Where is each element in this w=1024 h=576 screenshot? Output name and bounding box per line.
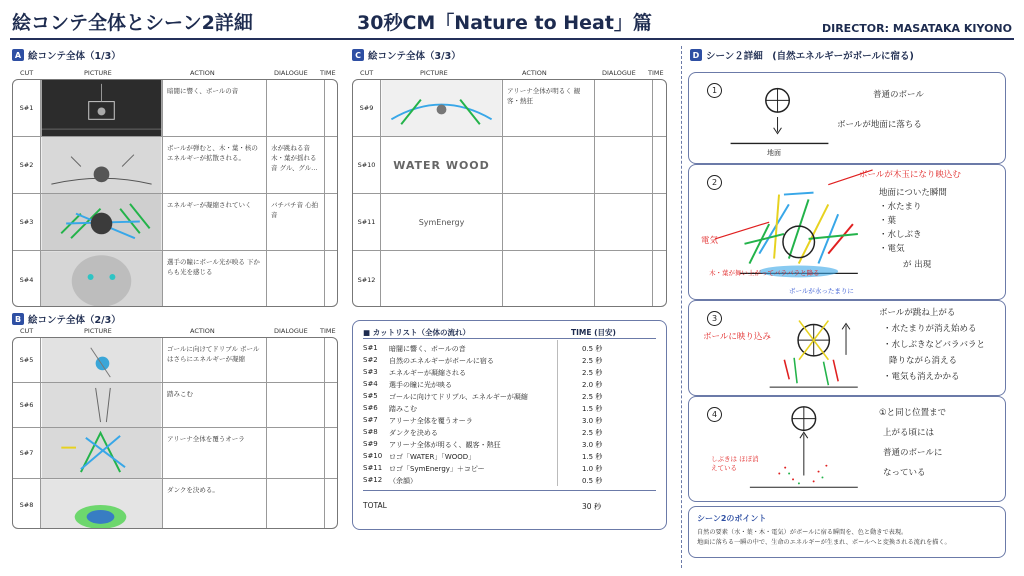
time-cell	[653, 80, 666, 136]
storyboard-picture	[41, 428, 163, 478]
col-action: ACTION	[190, 327, 215, 335]
col-cut: CUT	[360, 69, 374, 77]
action-text: エネルギーが凝縮されていく	[163, 194, 267, 250]
cut-number: S#7	[13, 428, 41, 478]
cut-number: S#1	[13, 80, 41, 136]
col-time: TIME	[320, 327, 336, 335]
cut-number: S#9	[353, 80, 381, 136]
panel-4-sketch	[689, 397, 1005, 501]
cut-list-row: S#2 自然のエネルギーがボールに宿る 2.5 秒	[363, 356, 603, 365]
cut-number: S#11	[353, 194, 381, 250]
cut-number: S#6	[13, 383, 41, 427]
action-text: ダンクを決める。	[163, 479, 267, 529]
panel-note: 降りながら消える	[889, 356, 958, 366]
page-header	[0, 0, 1024, 38]
cut-list-row: S#8 ダンクを決める 2.5 秒	[363, 428, 603, 437]
header-divider	[10, 38, 1014, 40]
storyboard-picture	[381, 251, 503, 307]
scene2-panel-2	[688, 164, 1006, 300]
section-d-heading	[690, 48, 914, 62]
section-a-title: 絵コンテ全体（1/3）	[28, 51, 121, 62]
point-line: 地面に落ちる一瞬の中で、生命のエネルギーが生まれ、ボールへと変換される流れを描く。	[697, 539, 951, 546]
panel-note: ①と同じ位置まで	[879, 408, 947, 418]
cut-list-row: S#6 踏みこむ 1.5 秒	[363, 404, 603, 413]
panel-red-note: しぶきは ほぼ消えている	[711, 455, 759, 472]
dialogue-text	[267, 338, 325, 382]
column-divider	[681, 46, 682, 568]
dialogue-text	[595, 137, 653, 193]
storyboard-picture	[41, 80, 163, 136]
cut-list-row: S#11 ロゴ「SymEnergy」＋コピー 1.0 秒	[363, 464, 603, 473]
scene2-point-box	[688, 506, 1006, 558]
action-text: ゴールに向けてドリブル ボールはさらにエネルギーが凝縮	[163, 338, 267, 382]
cut-number: S#8	[13, 479, 41, 529]
panel-note: ・水しぶきなどバラバラと	[883, 340, 986, 350]
action-text: ボールが弾むと、木・葉・核のエネルギーが拡散される。	[163, 137, 267, 193]
dialogue-text: バチバチ音 心拍音	[267, 194, 325, 250]
dialogue-text	[595, 251, 653, 307]
storyboard-picture	[41, 383, 163, 427]
storyboard-picture	[381, 80, 503, 136]
storyboard-row	[353, 251, 666, 307]
symenergy-logo-sketch: SymEnergy	[381, 194, 503, 250]
cut-number: S#2	[13, 137, 41, 193]
section-c-heading	[352, 48, 461, 62]
time-cell	[653, 137, 666, 193]
storyboard-row	[353, 137, 666, 194]
dialogue-text	[267, 251, 325, 307]
cut-list-row: S#12 （余韻） 0.5 秒	[363, 476, 603, 485]
col-action: ACTION	[190, 69, 215, 77]
col-picture: PICTURE	[84, 69, 112, 77]
scene2-panel-3	[688, 300, 1006, 396]
storyboard-row	[13, 428, 337, 479]
cut-list-total-divider	[363, 490, 656, 491]
cut-list-total-label: TOTAL	[363, 501, 387, 510]
panel-red-note: ボールが木玉になり映込む	[859, 170, 961, 180]
action-text	[503, 194, 595, 250]
cut-list-time-header: TIME (目安)	[571, 328, 616, 337]
section-b-badge: B	[12, 313, 24, 325]
time-cell	[325, 80, 337, 136]
dialogue-text	[267, 383, 325, 427]
panel-note: ・電気も消えかかる	[883, 372, 960, 382]
cut-list-row: S#7 アリーナ全体を覆うオーラ 3.0 秒	[363, 416, 603, 425]
panel-1-sketch	[689, 73, 1005, 163]
time-cell	[325, 194, 337, 250]
col-dialogue: DIALOGUE	[274, 327, 308, 335]
dialogue-text	[267, 80, 325, 136]
storyboard-row	[13, 80, 337, 137]
section-b-heading	[12, 312, 121, 326]
time-cell	[325, 137, 337, 193]
point-title: シーン2のポイント	[697, 514, 767, 523]
panel-note: ・水たまり	[879, 202, 922, 212]
col-action: ACTION	[522, 69, 547, 77]
col-picture: PICTURE	[84, 327, 112, 335]
puddle-label: ボールが水ったまりに	[789, 287, 854, 295]
storyboard-row	[13, 251, 337, 307]
dialogue-text	[267, 428, 325, 478]
section-c-badge: C	[352, 49, 364, 61]
col-time: TIME	[320, 69, 336, 77]
storyboard-row	[13, 338, 337, 383]
panel-note: ボールが跳ね上がる	[879, 308, 956, 318]
cut-list-divider	[363, 338, 656, 339]
panel-number: 3	[707, 311, 722, 326]
panel-number: 1	[707, 83, 722, 98]
cut-number: S#10	[353, 137, 381, 193]
action-text: アリーナ全体を覆うオーラ	[163, 428, 267, 478]
section-b-title: 絵コンテ全体（2/3）	[28, 315, 121, 326]
storyboard-picture	[41, 479, 163, 529]
cut-list-total-value: 30 秒	[582, 502, 602, 511]
storyboard-b	[12, 337, 338, 529]
time-cell	[325, 383, 337, 427]
cut-list-row: S#10 ロゴ「WATER」「WOOD」 1.5 秒	[363, 452, 603, 461]
point-line: 自然の要素（水・葉・木・電気）がボールに宿る瞬間を、色と動きで表現。	[697, 529, 908, 536]
storyboard-picture	[41, 251, 163, 307]
leaves-label: 木・葉が舞い上がってバラバラと降る	[709, 269, 820, 277]
action-text: 選手の瞳にボール光が映る 下からも光を感じる	[163, 251, 267, 307]
panel-note: 上がる頃には	[883, 428, 935, 438]
section-b-column-headers	[12, 325, 338, 337]
panel-note: が 出現	[903, 260, 932, 270]
panel-note: ・水しぶき	[879, 230, 922, 240]
storyboard-row	[13, 137, 337, 194]
panel-note: ボールが地面に落ちる	[837, 120, 922, 130]
storyboard-picture	[41, 194, 163, 250]
col-dialogue: DIALOGUE	[274, 69, 308, 77]
cut-number: S#5	[13, 338, 41, 382]
section-d-badge: D	[690, 49, 702, 61]
storyboard-row	[13, 383, 337, 428]
cut-list-row: S#9 アリーナ全体が明るく、観客・熱狂 3.0 秒	[363, 440, 603, 449]
dialogue-text: 水が跳ねる音 木・葉が揺れる音 グル、グル…	[267, 137, 325, 193]
action-text: アリーナ全体が明るく 観客・熱狂	[503, 80, 595, 136]
section-c-title: 絵コンテ全体（3/3）	[368, 51, 461, 62]
dialogue-text	[595, 194, 653, 250]
time-cell	[325, 338, 337, 382]
storyboard-a	[12, 79, 338, 307]
section-a-column-headers	[12, 67, 338, 79]
action-text: 暗闇に響く、ボールの音	[163, 80, 267, 136]
cut-list-row: S#3 エネルギーが凝縮される 2.5 秒	[363, 368, 603, 377]
section-c-column-headers	[352, 67, 667, 79]
col-picture: PICTURE	[420, 69, 448, 77]
action-text	[503, 251, 595, 307]
time-cell	[325, 479, 337, 529]
panel-note: 普通のボール	[873, 90, 924, 100]
cut-list-row: S#4 選手の瞳に光が映る 2.0 秒	[363, 380, 603, 389]
cut-list-row: S#5 ゴールに向けてドリブル、エネルギーが凝縮 2.5 秒	[363, 392, 603, 401]
scene2-panel-1	[688, 72, 1006, 164]
panel-note: 地面についた瞬間	[879, 188, 947, 198]
panel-note: ・電気	[879, 244, 905, 254]
storyboard-row	[353, 194, 666, 251]
electric-label: 電気	[701, 236, 719, 246]
cut-list-panel	[352, 320, 667, 530]
section-a-badge: A	[12, 49, 24, 61]
time-cell	[653, 194, 666, 250]
cut-number: S#3	[13, 194, 41, 250]
panel-note: なっている	[883, 468, 926, 478]
storyboard-row	[13, 194, 337, 251]
storyboard-row	[13, 479, 337, 529]
section-a-heading	[12, 48, 121, 62]
ground-label: 地面	[767, 149, 781, 157]
time-cell	[325, 251, 337, 307]
campaign-title: 30秒CM「Nature to Heat」篇	[357, 12, 652, 34]
storyboard-picture	[41, 338, 163, 382]
scene2-panel-4	[688, 396, 1006, 502]
page-title: 絵コンテ全体とシーン2詳細	[12, 12, 253, 34]
col-time: TIME	[648, 69, 664, 77]
director-credit: DIRECTOR: MASATAKA KIYONO	[821, 22, 1012, 35]
time-cell	[653, 251, 666, 307]
water-wood-logo-sketch: WATER WOOD	[381, 137, 503, 193]
dialogue-text	[267, 479, 325, 529]
col-cut: CUT	[20, 69, 34, 77]
col-cut: CUT	[20, 327, 34, 335]
action-text	[503, 137, 595, 193]
panel-note: ・葉	[879, 216, 897, 226]
dialogue-text	[595, 80, 653, 136]
cut-number: S#12	[353, 251, 381, 307]
cut-number: S#4	[13, 251, 41, 307]
cut-list-title: ■ カットリスト（全体の流れ）	[363, 328, 470, 337]
panel-note: ・水たまりが消え始める	[883, 324, 977, 334]
action-text: 踏みこむ	[163, 383, 267, 427]
storyboard-row	[353, 80, 666, 137]
storyboard-c	[352, 79, 667, 307]
section-d-title: シーン２詳細 (自然エネルギーがボールに宿る)	[706, 51, 914, 62]
storyboard-picture	[41, 137, 163, 193]
panel-number: 4	[707, 407, 722, 422]
col-dialogue: DIALOGUE	[602, 69, 636, 77]
panel-note: 普通のボールに	[883, 448, 943, 458]
cut-list-row: S#1 暗闇に響く、ボールの音 0.5 秒	[363, 344, 603, 353]
time-cell	[325, 428, 337, 478]
panel-red-note: ボールに映り込み	[703, 332, 771, 342]
panel-number: 2	[707, 175, 722, 190]
